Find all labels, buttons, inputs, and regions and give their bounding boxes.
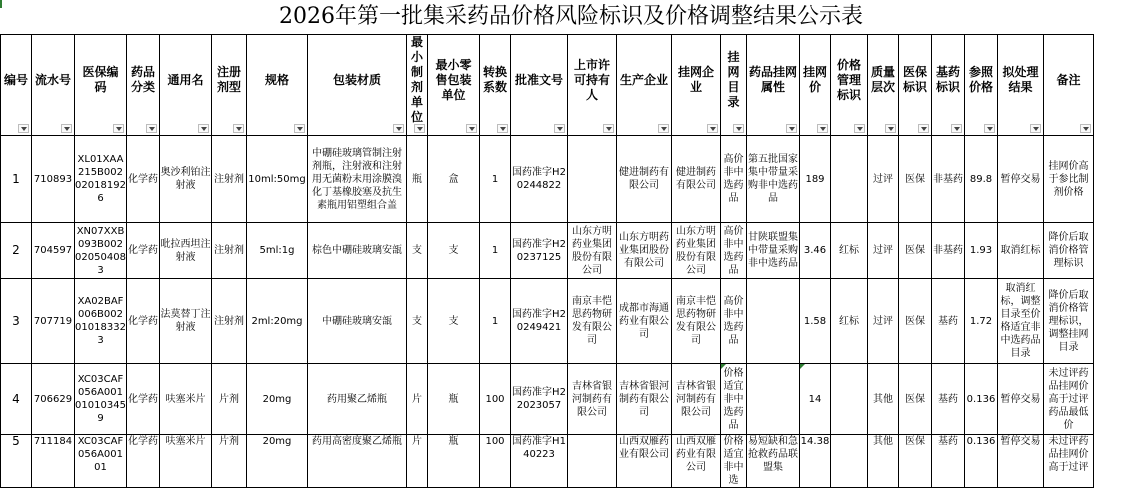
cell-result[interactable]: 取消红标 — [998, 223, 1044, 279]
cell-factor[interactable]: 1 — [480, 136, 511, 223]
cell-ref[interactable]: 0.136 — [965, 364, 998, 435]
header-cell: 拟处理结果 — [998, 35, 1044, 136]
filter-dropdown-icon[interactable] — [658, 124, 669, 133]
header-cell: 生产企业 — [617, 35, 672, 136]
filter-dropdown-icon[interactable] — [61, 124, 72, 133]
cell-category[interactable]: 化学药 — [127, 136, 160, 223]
cell-price[interactable]: 1.58 — [800, 279, 831, 364]
table-row — [1, 435, 1094, 488]
cell-material[interactable]: 棕色中硼硅玻璃安瓿 — [308, 223, 407, 279]
cell-price[interactable]: 189 — [800, 136, 831, 223]
cell-name[interactable]: 呋塞米片 — [160, 364, 212, 435]
table-row — [1, 279, 1094, 364]
cell-category[interactable]: 化学药 — [127, 364, 160, 435]
header-cell: 编号 — [1, 35, 32, 136]
cell-serial[interactable]: 711184 — [32, 435, 75, 488]
cell-note[interactable]: 降价后取消价格管理标识，调整挂网目录 — [1044, 279, 1094, 364]
cell-basic[interactable]: 基药 — [932, 435, 965, 488]
cell-pack[interactable]: 支 — [428, 279, 480, 364]
cell-vendor[interactable]: 山东方明药业集团股份有限公司 — [672, 223, 721, 279]
header-cell: 包装材质 — [308, 35, 407, 136]
filter-dropdown-icon[interactable] — [603, 124, 614, 133]
filter-dropdown-icon[interactable] — [854, 124, 865, 133]
cell-spec[interactable]: 20mg — [247, 435, 308, 488]
cell-result[interactable]: 暂停交易 — [998, 364, 1044, 435]
cell-factor[interactable]: 100 — [480, 364, 511, 435]
table-row — [1, 364, 1094, 435]
cell-attr[interactable]: 甘陕联盟集中带量采购非中选药品 — [747, 223, 800, 279]
filter-dropdown-icon[interactable] — [497, 124, 508, 133]
cell-price[interactable]: 14.38 — [800, 435, 831, 488]
cell-attr[interactable]: 易短缺和急抢救药品联盟集 — [747, 435, 800, 488]
cell-category[interactable]: 化学药 — [127, 223, 160, 279]
cell-name[interactable]: 吡拉西坦注射液 — [160, 223, 212, 279]
cell-name[interactable]: 奥沙利铂注射液 — [160, 136, 212, 223]
cell-maker[interactable]: 山西双雁药业有限公司 — [617, 435, 672, 488]
cell-holder[interactable] — [568, 435, 617, 488]
cell-basic[interactable]: 基药 — [932, 279, 965, 364]
filter-dropdown-icon[interactable] — [294, 124, 305, 133]
filter-dropdown-icon[interactable] — [984, 124, 995, 133]
cell-basic[interactable]: 非基药 — [932, 136, 965, 223]
table-row — [1, 223, 1094, 279]
header-cell: 基药标识 — [932, 35, 965, 136]
cell-material[interactable]: 中硼硅玻璃管制注射剂瓶，注射液和注射用无菌粉末用涂膜溴化丁基橡胶塞及抗生素瓶用铝塑组合盖 — [308, 136, 407, 223]
cell-no[interactable]: 1 — [1, 136, 32, 223]
cell-insurance[interactable]: 医保 — [899, 364, 932, 435]
cell-quality[interactable]: 过评 — [868, 136, 899, 223]
cell-note[interactable]: 未过评药品挂网价高于过评药品最低价 — [1044, 364, 1094, 435]
cell-factor[interactable]: 100 — [480, 435, 511, 488]
cell-unit[interactable]: 片 — [407, 435, 428, 488]
cell-catalog[interactable]: 价格适宜非中选药品 — [721, 364, 747, 435]
header-cell: 最小零售包装单位 — [428, 35, 480, 136]
header-cell: 注册剂型 — [212, 35, 247, 136]
cell-category[interactable]: 化学药 — [127, 435, 160, 488]
cell-maker[interactable]: 健进制药有限公司 — [617, 136, 672, 223]
cell-result[interactable]: 暂停交易 — [998, 435, 1044, 488]
cell-result[interactable]: 暂停交易 — [998, 136, 1044, 223]
cell-spec[interactable]: 5ml:1g — [247, 223, 308, 279]
cell-no[interactable]: 4 — [1, 364, 32, 435]
cell-mark[interactable]: 红标 — [831, 279, 868, 364]
cell-mark[interactable] — [831, 136, 868, 223]
cell-catalog[interactable]: 高价非中选药品 — [721, 136, 747, 223]
cell-serial[interactable]: 704597 — [32, 223, 75, 279]
cell-insurance[interactable]: 医保 — [899, 435, 932, 488]
page-title: 2026年第一批集采药品价格风险标识及价格调整结果公示表 — [279, 4, 863, 29]
cell-factor[interactable]: 1 — [480, 223, 511, 279]
cell-name[interactable]: 法莫替丁注射液 — [160, 279, 212, 364]
cell-catalog[interactable]: 高价非中选药品 — [721, 223, 747, 279]
cell-code[interactable]: XL01XAA215B002020181926 — [75, 136, 127, 223]
filter-dropdown-icon[interactable] — [918, 124, 929, 133]
cell-code[interactable]: XN07XXB093B002020504083 — [75, 223, 127, 279]
cell-note[interactable]: 未过评药品挂网价高于过评 — [1044, 435, 1094, 488]
cell-vendor[interactable]: 健进制药有限公司 — [672, 136, 721, 223]
header-row — [1, 35, 1094, 136]
cell-pack[interactable]: 支 — [428, 223, 480, 279]
cell-serial[interactable]: 706629 — [32, 364, 75, 435]
cell-serial[interactable]: 707719 — [32, 279, 75, 364]
cell-category[interactable]: 化学药 — [127, 279, 160, 364]
cell-spec[interactable]: 20mg — [247, 364, 308, 435]
cell-insurance[interactable]: 医保 — [899, 279, 932, 364]
header-cell: 药品挂网属性 — [747, 35, 800, 136]
cell-catalog[interactable]: 价格适宜非中选 — [721, 435, 747, 488]
cell-pack[interactable]: 瓶 — [428, 364, 480, 435]
cell-serial[interactable]: 710893 — [32, 136, 75, 223]
header-cell: 流水号 — [32, 35, 75, 136]
cell-holder[interactable] — [568, 136, 617, 223]
cell-form[interactable]: 注射剂 — [212, 223, 247, 279]
cell-quality[interactable]: 其他 — [868, 435, 899, 488]
cell-quality[interactable]: 过评 — [868, 223, 899, 279]
cell-insurance[interactable]: 医保 — [899, 136, 932, 223]
title-bar — [0, 0, 1142, 33]
filter-dropdown-icon[interactable] — [786, 124, 797, 133]
cell-mark[interactable]: 红标 — [831, 223, 868, 279]
filter-dropdown-icon[interactable] — [198, 124, 209, 133]
cell-maker[interactable]: 吉林省银河制药有限公司 — [617, 364, 672, 435]
header-cell: 质量层次 — [868, 35, 899, 136]
header-cell: 备注 — [1044, 35, 1094, 136]
cell-catalog[interactable]: 高价非中选药品 — [721, 279, 747, 364]
header-cell: 医保编码 — [75, 35, 127, 136]
filter-dropdown-icon[interactable] — [1030, 124, 1041, 133]
cell-quality[interactable]: 过评 — [868, 279, 899, 364]
cell-quality[interactable]: 其他 — [868, 364, 899, 435]
header-cell: 批准文号 — [511, 35, 568, 136]
cell-approval[interactable]: 国药准字H140223 — [511, 435, 568, 488]
cell-attr[interactable] — [747, 279, 800, 364]
cell-price[interactable]: 14 — [800, 364, 831, 435]
filter-dropdown-icon[interactable] — [733, 124, 744, 133]
cell-code[interactable]: XC03CAF056A001010103459 — [75, 364, 127, 435]
cell-basic[interactable]: 基药 — [932, 364, 965, 435]
cell-result[interactable]: 取消红标，调整目录至价格适宜非中选药品目录 — [998, 279, 1044, 364]
filter-dropdown-icon[interactable] — [393, 124, 404, 133]
cell-pack[interactable]: 盒 — [428, 136, 480, 223]
cell-material[interactable]: 药用聚乙烯瓶 — [308, 364, 407, 435]
cell-approval[interactable]: 国药准字H20244822 — [511, 136, 568, 223]
cell-vendor[interactable]: 山西双雁药业有限公司 — [672, 435, 721, 488]
cell-insurance[interactable]: 医保 — [899, 223, 932, 279]
header-cell: 最小制剂单位 — [407, 35, 428, 136]
cell-code[interactable]: XA02BAF006B002010183323 — [75, 279, 127, 364]
cell-form[interactable]: 注射剂 — [212, 279, 247, 364]
cell-approval[interactable]: 国药准字H20249421 — [511, 279, 568, 364]
cell-pack[interactable]: 瓶 — [428, 435, 480, 488]
cell-unit[interactable]: 片 — [407, 364, 428, 435]
header-cell: 规格 — [247, 35, 308, 136]
header-cell: 医保标识 — [899, 35, 932, 136]
cell-ref[interactable]: 89.8 — [965, 136, 998, 223]
filter-dropdown-icon[interactable] — [113, 124, 124, 133]
cell-vendor[interactable]: 吉林省银河制药有限公司 — [672, 364, 721, 435]
price-table — [0, 34, 1094, 488]
filter-dropdown-icon[interactable] — [885, 124, 896, 133]
cell-factor[interactable]: 1 — [480, 279, 511, 364]
cell-spec[interactable]: 10ml:50mg — [247, 136, 308, 223]
cell-spec[interactable]: 2ml:20mg — [247, 279, 308, 364]
cell-basic[interactable]: 非基药 — [932, 223, 965, 279]
cell-form[interactable]: 片剂 — [212, 364, 247, 435]
cell-material[interactable]: 药用高密度聚乙烯瓶 — [308, 435, 407, 488]
filter-dropdown-icon[interactable] — [554, 124, 565, 133]
header-cell: 价格管理标识 — [831, 35, 868, 136]
header-cell: 挂网价 — [800, 35, 831, 136]
cell-approval[interactable]: 国药准字H20237125 — [511, 223, 568, 279]
cell-attr[interactable]: 第五批国家集中带量采购非中选药品 — [747, 136, 800, 223]
filter-dropdown-icon[interactable] — [18, 124, 29, 133]
cell-maker[interactable]: 成都市海通药业有限公司 — [617, 279, 672, 364]
cell-attr[interactable] — [747, 364, 800, 435]
cell-holder[interactable]: 山东方明药业集团股份有限公司 — [568, 223, 617, 279]
cell-ref[interactable]: 0.136 — [965, 435, 998, 488]
cell-mark[interactable] — [831, 364, 868, 435]
header-cell: 挂网企业 — [672, 35, 721, 136]
table-row — [1, 136, 1094, 223]
filter-dropdown-icon[interactable] — [233, 124, 244, 133]
cell-code[interactable]: XC03CAF056A00101 — [75, 435, 127, 488]
header-cell: 参照价格 — [965, 35, 998, 136]
filter-dropdown-icon[interactable] — [707, 124, 718, 133]
cell-mark[interactable] — [831, 435, 868, 488]
header-cell: 挂网目录 — [721, 35, 747, 136]
cell-holder[interactable]: 南京丰恺思药物研发有限公司 — [568, 279, 617, 364]
cell-vendor[interactable]: 南京丰恺思药物研发有限公司 — [672, 279, 721, 364]
cell-name[interactable]: 呋塞米片 — [160, 435, 212, 488]
cell-form[interactable]: 片剂 — [212, 435, 247, 488]
filter-dropdown-icon[interactable] — [414, 124, 425, 133]
cell-approval[interactable]: 国药准字H22023057 — [511, 364, 568, 435]
cell-note[interactable]: 降价后取消价格管理标识 — [1044, 223, 1094, 279]
cell-holder[interactable]: 吉林省银河制药有限公司 — [568, 364, 617, 435]
cell-unit[interactable]: 支 — [407, 223, 428, 279]
cell-ref[interactable]: 1.93 — [965, 223, 998, 279]
cell-price[interactable]: 3.46 — [800, 223, 831, 279]
cell-material[interactable]: 中硼硅玻璃安瓿 — [308, 279, 407, 364]
header-cell: 药品分类 — [127, 35, 160, 136]
filter-dropdown-icon[interactable] — [1080, 124, 1091, 133]
cell-note[interactable]: 挂网价高于参比制剂价格 — [1044, 136, 1094, 223]
cell-ref[interactable]: 1.72 — [965, 279, 998, 364]
header-cell: 上市许可持有人 — [568, 35, 617, 136]
cell-unit[interactable]: 瓶 — [407, 136, 428, 223]
filter-dropdown-icon[interactable] — [951, 124, 962, 133]
cell-maker[interactable]: 山东方明药业集团股份有限公司 — [617, 223, 672, 279]
cell-no[interactable]: 2 — [1, 223, 32, 279]
header-cell: 通用名 — [160, 35, 212, 136]
filter-dropdown-icon[interactable] — [146, 124, 157, 133]
filter-dropdown-icon[interactable] — [466, 124, 477, 133]
cell-unit[interactable]: 支 — [407, 279, 428, 364]
header-cell: 转换系数 — [480, 35, 511, 136]
filter-dropdown-icon[interactable] — [817, 124, 828, 133]
cell-no[interactable]: 3 — [1, 279, 32, 364]
cell-form[interactable]: 注射剂 — [212, 136, 247, 223]
cell-no[interactable]: 5 — [1, 435, 32, 488]
